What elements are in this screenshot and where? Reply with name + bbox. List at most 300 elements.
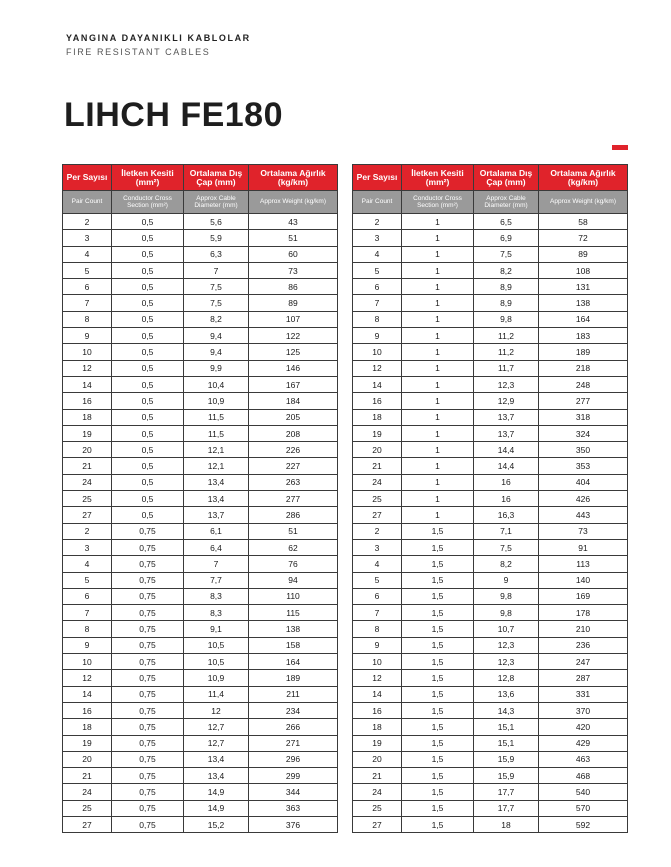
cell-pair-count: 16 <box>63 393 112 409</box>
cell-pair-count: 3 <box>353 230 402 246</box>
table-row <box>353 751 628 767</box>
cell-pair-count: 5 <box>353 262 402 278</box>
cell-diameter: 15,9 <box>474 751 539 767</box>
table-row <box>353 409 628 425</box>
cell-diameter: 12 <box>184 702 249 718</box>
cell-weight: 94 <box>249 572 338 588</box>
cell-pair-count: 7 <box>63 295 112 311</box>
cell-weight: 164 <box>539 311 628 327</box>
table-row <box>63 376 338 392</box>
cell-pair-count: 6 <box>63 588 112 604</box>
cell-conductor-section: 1,5 <box>402 784 474 800</box>
cell-conductor-section: 0,5 <box>112 246 184 262</box>
cell-pair-count: 8 <box>63 311 112 327</box>
cell-weight: 370 <box>539 702 628 718</box>
cell-pair-count: 19 <box>353 735 402 751</box>
cell-weight: 167 <box>249 376 338 392</box>
table-row <box>353 816 628 832</box>
cell-diameter: 6,1 <box>184 523 249 539</box>
table-row <box>353 507 628 523</box>
table-row <box>63 442 338 458</box>
cell-weight: 140 <box>539 572 628 588</box>
cell-weight: 89 <box>539 246 628 262</box>
cell-diameter: 12,3 <box>474 637 539 653</box>
cell-weight: 266 <box>249 719 338 735</box>
cell-pair-count: 6 <box>353 588 402 604</box>
cell-pair-count: 7 <box>353 295 402 311</box>
cell-pair-count: 7 <box>353 605 402 621</box>
cell-conductor-section: 0,5 <box>112 311 184 327</box>
cell-pair-count: 3 <box>63 230 112 246</box>
cell-pair-count: 27 <box>353 816 402 832</box>
cell-conductor-section: 0,5 <box>112 262 184 278</box>
cell-diameter: 13,4 <box>184 768 249 784</box>
cell-conductor-section: 0,75 <box>112 654 184 670</box>
cell-pair-count: 4 <box>63 556 112 572</box>
cell-weight: 363 <box>249 800 338 816</box>
cell-conductor-section: 1 <box>402 262 474 278</box>
table-row <box>63 702 338 718</box>
cell-pair-count: 25 <box>63 491 112 507</box>
cell-diameter: 7,5 <box>474 539 539 555</box>
cell-conductor-section: 0,75 <box>112 637 184 653</box>
cell-pair-count: 8 <box>353 311 402 327</box>
cell-weight: 248 <box>539 376 628 392</box>
cell-conductor-section: 1,5 <box>402 654 474 670</box>
cell-conductor-section: 0,5 <box>112 328 184 344</box>
cell-weight: 350 <box>539 442 628 458</box>
cell-weight: 189 <box>249 670 338 686</box>
cell-weight: 236 <box>539 637 628 653</box>
cell-conductor-section: 1 <box>402 474 474 490</box>
cell-conductor-section: 1 <box>402 376 474 392</box>
cell-conductor-section: 1,5 <box>402 670 474 686</box>
cell-diameter: 16 <box>474 491 539 507</box>
cell-conductor-section: 1,5 <box>402 539 474 555</box>
cell-conductor-section: 1 <box>402 491 474 507</box>
subheader-pair-count: Pair Count <box>63 191 112 214</box>
cell-diameter: 11,2 <box>474 344 539 360</box>
cell-conductor-section: 0,5 <box>112 230 184 246</box>
cell-conductor-section: 0,75 <box>112 523 184 539</box>
cell-pair-count: 16 <box>353 702 402 718</box>
cell-diameter: 11,2 <box>474 328 539 344</box>
cell-pair-count: 5 <box>63 262 112 278</box>
table-row <box>63 295 338 311</box>
cell-diameter: 7,5 <box>184 279 249 295</box>
cell-diameter: 7,5 <box>474 246 539 262</box>
header-conductor-section: İletken Kesiti (mm²) <box>112 165 184 191</box>
cell-pair-count: 18 <box>63 409 112 425</box>
cell-conductor-section: 0,75 <box>112 621 184 637</box>
cell-weight: 73 <box>539 523 628 539</box>
cell-weight: 189 <box>539 344 628 360</box>
table-row <box>63 344 338 360</box>
table-row <box>63 523 338 539</box>
cell-weight: 108 <box>539 262 628 278</box>
cell-diameter: 8,9 <box>474 279 539 295</box>
cell-diameter: 8,3 <box>184 588 249 604</box>
table-row <box>353 654 628 670</box>
table-row <box>353 262 628 278</box>
cell-conductor-section: 1 <box>402 425 474 441</box>
cell-pair-count: 21 <box>63 458 112 474</box>
cell-pair-count: 2 <box>63 523 112 539</box>
table-row <box>353 393 628 409</box>
cell-pair-count: 2 <box>353 523 402 539</box>
table-row <box>63 784 338 800</box>
table-row <box>63 507 338 523</box>
cell-conductor-section: 1,5 <box>402 816 474 832</box>
table-row <box>353 295 628 311</box>
cell-diameter: 7,5 <box>184 295 249 311</box>
cell-pair-count: 2 <box>63 214 112 230</box>
table-row <box>63 230 338 246</box>
subheader-diameter: Approx Cable Diameter (mm) <box>184 191 249 214</box>
cell-conductor-section: 1 <box>402 246 474 262</box>
cell-weight: 86 <box>249 279 338 295</box>
cell-diameter: 9,8 <box>474 588 539 604</box>
cell-conductor-section: 0,75 <box>112 702 184 718</box>
cell-weight: 91 <box>539 539 628 555</box>
cell-pair-count: 16 <box>353 393 402 409</box>
table-row <box>353 474 628 490</box>
table-row <box>353 458 628 474</box>
cell-weight: 287 <box>539 670 628 686</box>
cell-diameter: 8,3 <box>184 605 249 621</box>
cell-diameter: 17,7 <box>474 784 539 800</box>
cell-pair-count: 5 <box>63 572 112 588</box>
cell-conductor-section: 1,5 <box>402 719 474 735</box>
cell-pair-count: 10 <box>353 654 402 670</box>
table-row <box>353 572 628 588</box>
cell-weight: 296 <box>249 751 338 767</box>
cell-weight: 247 <box>539 654 628 670</box>
cell-conductor-section: 1 <box>402 442 474 458</box>
cell-pair-count: 19 <box>353 425 402 441</box>
table-row <box>353 311 628 327</box>
table-row <box>63 605 338 621</box>
table-row <box>63 588 338 604</box>
cell-pair-count: 25 <box>353 491 402 507</box>
cell-weight: 376 <box>249 816 338 832</box>
header-row-tr <box>63 165 338 191</box>
cell-weight: 146 <box>249 360 338 376</box>
cell-pair-count: 9 <box>63 328 112 344</box>
cell-conductor-section: 1 <box>402 311 474 327</box>
cell-pair-count: 9 <box>63 637 112 653</box>
cell-pair-count: 21 <box>353 458 402 474</box>
table-row <box>353 556 628 572</box>
product-title: LIHCH FE180 <box>64 96 283 134</box>
cell-weight: 184 <box>249 393 338 409</box>
cell-diameter: 13,6 <box>474 686 539 702</box>
cell-pair-count: 12 <box>353 670 402 686</box>
cell-weight: 122 <box>249 328 338 344</box>
table-row <box>63 246 338 262</box>
cell-conductor-section: 0,75 <box>112 572 184 588</box>
cell-conductor-section: 0,75 <box>112 751 184 767</box>
cell-conductor-section: 0,75 <box>112 784 184 800</box>
cell-conductor-section: 1,5 <box>402 523 474 539</box>
cell-pair-count: 20 <box>63 442 112 458</box>
cell-conductor-section: 0,5 <box>112 360 184 376</box>
cell-pair-count: 24 <box>63 474 112 490</box>
cell-pair-count: 10 <box>353 344 402 360</box>
cell-diameter: 9,8 <box>474 311 539 327</box>
cell-diameter: 8,2 <box>184 311 249 327</box>
cell-diameter: 10,7 <box>474 621 539 637</box>
cell-pair-count: 27 <box>353 507 402 523</box>
cell-conductor-section: 0,5 <box>112 376 184 392</box>
table-row <box>353 800 628 816</box>
cell-weight: 208 <box>249 425 338 441</box>
cell-weight: 125 <box>249 344 338 360</box>
cell-conductor-section: 0,5 <box>112 458 184 474</box>
cell-conductor-section: 0,75 <box>112 539 184 555</box>
table-row <box>353 702 628 718</box>
cell-pair-count: 6 <box>63 279 112 295</box>
subheader-pair-count: Pair Count <box>353 191 402 214</box>
cell-conductor-section: 0,5 <box>112 214 184 230</box>
cell-pair-count: 21 <box>63 768 112 784</box>
subheader-diameter: Approx Cable Diameter (mm) <box>474 191 539 214</box>
spec-table-right <box>352 164 628 833</box>
cell-weight: 592 <box>539 816 628 832</box>
cell-diameter: 12,9 <box>474 393 539 409</box>
cell-conductor-section: 0,75 <box>112 686 184 702</box>
cell-pair-count: 14 <box>353 686 402 702</box>
cell-weight: 271 <box>249 735 338 751</box>
cell-conductor-section: 1 <box>402 360 474 376</box>
cell-weight: 429 <box>539 735 628 751</box>
cell-weight: 76 <box>249 556 338 572</box>
cell-pair-count: 9 <box>353 328 402 344</box>
table-row <box>63 458 338 474</box>
cell-diameter: 8,2 <box>474 262 539 278</box>
cell-conductor-section: 1 <box>402 279 474 295</box>
cell-diameter: 15,2 <box>184 816 249 832</box>
header-row-tr <box>353 165 628 191</box>
cell-weight: 404 <box>539 474 628 490</box>
cell-weight: 169 <box>539 588 628 604</box>
category-title-tr: YANGINA DAYANIKLI KABLOLAR <box>66 33 251 43</box>
cell-conductor-section: 1,5 <box>402 768 474 784</box>
table-row <box>63 621 338 637</box>
table-row <box>353 376 628 392</box>
cell-pair-count: 18 <box>63 719 112 735</box>
cell-conductor-section: 1,5 <box>402 702 474 718</box>
cell-conductor-section: 1 <box>402 507 474 523</box>
table-row <box>353 670 628 686</box>
cell-conductor-section: 0,75 <box>112 768 184 784</box>
cell-diameter: 13,4 <box>184 491 249 507</box>
table-row <box>353 328 628 344</box>
cell-conductor-section: 1,5 <box>402 751 474 767</box>
cell-diameter: 12,3 <box>474 654 539 670</box>
cell-pair-count: 20 <box>63 751 112 767</box>
cell-diameter: 10,5 <box>184 654 249 670</box>
cell-diameter: 6,4 <box>184 539 249 555</box>
cell-pair-count: 27 <box>63 816 112 832</box>
cell-weight: 263 <box>249 474 338 490</box>
subheader-conductor-section: Conductor Cross Section (mm²) <box>402 191 474 214</box>
cell-diameter: 7,1 <box>474 523 539 539</box>
cell-conductor-section: 0,75 <box>112 556 184 572</box>
cell-weight: 277 <box>249 491 338 507</box>
cell-weight: 62 <box>249 539 338 555</box>
table-row <box>63 214 338 230</box>
cell-conductor-section: 1 <box>402 344 474 360</box>
table-row <box>353 246 628 262</box>
cell-diameter: 10,5 <box>184 637 249 653</box>
cell-pair-count: 19 <box>63 425 112 441</box>
table-body-left <box>63 214 338 833</box>
cell-diameter: 11,4 <box>184 686 249 702</box>
category-title-en: FIRE RESISTANT CABLES <box>66 47 211 57</box>
table-row <box>63 262 338 278</box>
cell-weight: 344 <box>249 784 338 800</box>
spec-table-left <box>62 164 338 833</box>
cell-conductor-section: 1,5 <box>402 621 474 637</box>
cell-weight: 89 <box>249 295 338 311</box>
cell-diameter: 10,9 <box>184 393 249 409</box>
table-row <box>63 491 338 507</box>
cell-diameter: 12,8 <box>474 670 539 686</box>
cell-diameter: 9,4 <box>184 344 249 360</box>
cell-weight: 227 <box>249 458 338 474</box>
cell-diameter: 18 <box>474 816 539 832</box>
cell-conductor-section: 0,75 <box>112 719 184 735</box>
table-row <box>63 637 338 653</box>
cell-pair-count: 21 <box>353 768 402 784</box>
cell-weight: 51 <box>249 230 338 246</box>
cell-diameter: 12,1 <box>184 458 249 474</box>
cell-weight: 324 <box>539 425 628 441</box>
table-row <box>63 572 338 588</box>
cell-pair-count: 12 <box>63 360 112 376</box>
table-row <box>353 621 628 637</box>
cell-conductor-section: 1 <box>402 458 474 474</box>
cell-weight: 72 <box>539 230 628 246</box>
cell-pair-count: 2 <box>353 214 402 230</box>
cell-weight: 138 <box>249 621 338 637</box>
cell-pair-count: 16 <box>63 702 112 718</box>
cell-diameter: 8,2 <box>474 556 539 572</box>
cell-diameter: 14,4 <box>474 442 539 458</box>
cell-pair-count: 3 <box>353 539 402 555</box>
table-row <box>353 523 628 539</box>
cell-pair-count: 3 <box>63 539 112 555</box>
cell-pair-count: 4 <box>353 246 402 262</box>
cell-diameter: 17,7 <box>474 800 539 816</box>
cell-diameter: 12,7 <box>184 719 249 735</box>
cell-diameter: 9 <box>474 572 539 588</box>
cell-weight: 443 <box>539 507 628 523</box>
cell-diameter: 11,5 <box>184 425 249 441</box>
cell-diameter: 10,9 <box>184 670 249 686</box>
cell-conductor-section: 0,5 <box>112 393 184 409</box>
cell-diameter: 9,1 <box>184 621 249 637</box>
cell-conductor-section: 0,75 <box>112 670 184 686</box>
cell-pair-count: 9 <box>353 637 402 653</box>
cell-weight: 210 <box>539 621 628 637</box>
cell-weight: 178 <box>539 605 628 621</box>
cell-weight: 331 <box>539 686 628 702</box>
cell-weight: 420 <box>539 719 628 735</box>
table-row <box>353 605 628 621</box>
table-row <box>353 735 628 751</box>
cell-pair-count: 12 <box>63 670 112 686</box>
cell-pair-count: 14 <box>353 376 402 392</box>
cell-diameter: 13,4 <box>184 474 249 490</box>
cell-conductor-section: 0,5 <box>112 442 184 458</box>
cell-conductor-section: 1 <box>402 295 474 311</box>
table-row <box>63 654 338 670</box>
table-row <box>353 719 628 735</box>
cell-weight: 51 <box>249 523 338 539</box>
cell-conductor-section: 0,75 <box>112 800 184 816</box>
header-diameter: Ortalama Dış Çap (mm) <box>474 165 539 191</box>
table-row <box>63 735 338 751</box>
cell-conductor-section: 0,75 <box>112 816 184 832</box>
table-row <box>63 768 338 784</box>
cell-diameter: 6,5 <box>474 214 539 230</box>
cell-diameter: 15,1 <box>474 735 539 751</box>
cell-diameter: 13,7 <box>474 425 539 441</box>
cell-conductor-section: 1 <box>402 409 474 425</box>
cell-pair-count: 20 <box>353 751 402 767</box>
header-row-en <box>63 191 338 214</box>
cell-diameter: 7,7 <box>184 572 249 588</box>
table-row <box>63 670 338 686</box>
table-row <box>63 393 338 409</box>
cell-conductor-section: 0,5 <box>112 295 184 311</box>
cell-diameter: 9,9 <box>184 360 249 376</box>
header-weight: Ortalama Ağırlık (kg/km) <box>539 165 628 191</box>
cell-conductor-section: 0,75 <box>112 735 184 751</box>
subheader-weight: Approx Weight (kg/km) <box>539 191 628 214</box>
table-row <box>63 539 338 555</box>
cell-diameter: 7 <box>184 556 249 572</box>
subheader-weight: Approx Weight (kg/km) <box>249 191 338 214</box>
cell-pair-count: 20 <box>353 442 402 458</box>
cell-conductor-section: 1 <box>402 328 474 344</box>
cell-weight: 540 <box>539 784 628 800</box>
cell-weight: 158 <box>249 637 338 653</box>
header-weight: Ortalama Ağırlık (kg/km) <box>249 165 338 191</box>
table-row <box>353 539 628 555</box>
cell-diameter: 13,7 <box>184 507 249 523</box>
cell-weight: 353 <box>539 458 628 474</box>
cell-diameter: 8,9 <box>474 295 539 311</box>
cell-conductor-section: 1,5 <box>402 686 474 702</box>
table-row <box>63 686 338 702</box>
cell-diameter: 5,9 <box>184 230 249 246</box>
table-row <box>63 425 338 441</box>
cell-weight: 107 <box>249 311 338 327</box>
cell-diameter: 15,9 <box>474 768 539 784</box>
table-body-right <box>353 214 628 833</box>
table-row <box>63 800 338 816</box>
cell-pair-count: 7 <box>63 605 112 621</box>
cell-weight: 463 <box>539 751 628 767</box>
cell-weight: 138 <box>539 295 628 311</box>
subheader-conductor-section: Conductor Cross Section (mm²) <box>112 191 184 214</box>
cell-pair-count: 24 <box>353 784 402 800</box>
cell-diameter: 12,3 <box>474 376 539 392</box>
cell-conductor-section: 1,5 <box>402 588 474 604</box>
